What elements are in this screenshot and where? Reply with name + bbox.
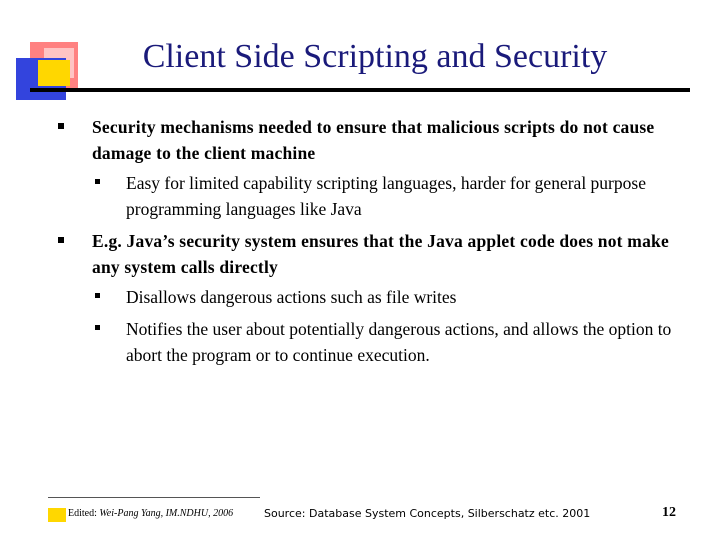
- bullet-2-sub-2: [126, 316, 686, 368]
- square-bullet-icon: [95, 325, 100, 330]
- title-divider: [30, 88, 690, 92]
- footer-edited-by: Wei-Pang Yang, IM.NDHU, 2006: [99, 508, 234, 519]
- square-bullet-icon: [95, 293, 100, 298]
- footer-edited-label: Edited:: [68, 508, 97, 519]
- slide-title: Client Side Scripting and Security: [142, 38, 608, 75]
- decor-square-yellow: [38, 60, 70, 86]
- bullet-2-sub-1-text: Disallows dangerous actions such as file writes: [126, 287, 457, 307]
- footer-edited: [68, 508, 233, 519]
- bullet-1-text: Security mechanisms needed to ensure that malicious scripts do not cause damage to the client machine: [92, 117, 655, 163]
- footer-yellow-marker: [48, 508, 66, 522]
- square-bullet-icon: [58, 123, 64, 129]
- bullet-2-sub-1: [126, 284, 686, 310]
- square-bullet-icon: [95, 179, 100, 184]
- bullet-2: [92, 228, 682, 280]
- bullet-2-text: E.g. Java’s security system ensures that the Java applet code does not make any system calls directly: [92, 231, 669, 277]
- page-number: 12: [662, 505, 676, 520]
- footer-divider: [48, 497, 260, 498]
- bullet-1-sub-1: [126, 170, 686, 222]
- footer-source: Source: Database System Concepts, Silberschatz etc. 2001: [264, 507, 591, 520]
- square-bullet-icon: [58, 237, 64, 243]
- bullet-1: [92, 114, 682, 166]
- bullet-2-sub-2-text: Notifies the user about potentially dangerous actions, and allows the option to abort the program or to continue execution.: [126, 319, 672, 365]
- bullet-1-sub-1-text: Easy for limited capability scripting languages, harder for general purpose programming languages like Java: [126, 173, 646, 219]
